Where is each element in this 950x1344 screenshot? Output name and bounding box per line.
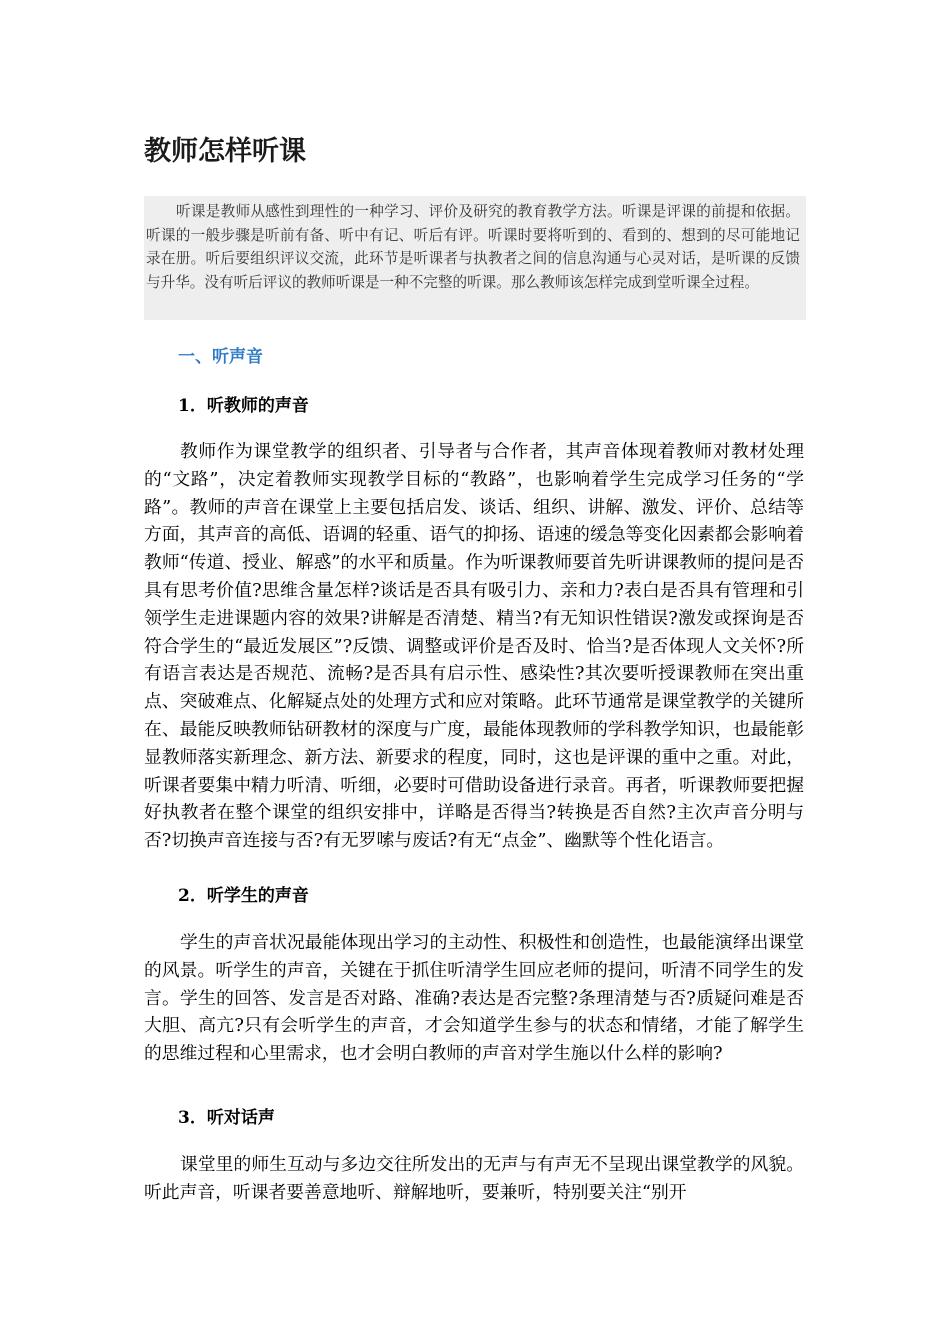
paragraph-teacher-voice: 教师作为课堂教学的组织者、引导者与合作者，其声音体现着教师对教材处理的“文路”，决定着教师实现教学目标的“教路”，也影响着学生完成学习任务的“学路”。教师的声音在课堂上主要包括启发、谈话、组织、讲解、激发、评价、总结等方面，其声音的高低、语调的轻重、语气的抑扬、语速的缓急等变化因素都会影响着教师“传道、授业、解惑”的水平和质量。作为听课教师要首先听讲课教师的提问是否具有思考价值?思维含量怎样?谈话是否具有吸引力、亲和力?表白是否具有管理和引领学生走进课题内容的效果?讲解是否清楚、精当?有无知识性错误?激发或探询是否符合学生的“最近发展区”?反馈、调整或评价是否及时、恰当?是否体现人文关怀?所有语言表达是否规范、流畅?是否具有启示性、感染性?其次要听授课教师在突出重点、突破难点、化解疑点处的处理方式和应对策略。此环节通常是课堂教学的关键所在、最能反映教师钻研教材的深度与广度，最能体现教师的学科教学知识，也最能彰显教师落实新理念、新方法、新要求的程度，同时，这也是评课的重中之重。对此，听课者要集中精力听清、听细，必要时可借助设备进行录音。再者，听课教师要把握好执教者在整个课堂的组织安排中，详略是否得当?转换是否自然?主次声音分明与否?切换声音连接与否?有无罗嗦与废话?有无“点金”、幽默等个性化语言。 bbox=[144, 441, 804, 852]
subheading-teacher-voice: 1．听教师的声音 bbox=[178, 396, 309, 416]
page-title: 教师怎样听课 bbox=[144, 136, 306, 167]
paragraph-student-voice: 学生的声音状况最能体现出学习的主动性、积极性和创造性，也最能演绎出课堂的风景。听学生的声音，关键在于抓住听清学生回应老师的提问，听清不同学生的发言。学生的回答、发言是否对路、准确?表达是否完整?条理清楚与否?质疑问难是否大胆、高亢?只有会听学生的声音，才会知道学生参与的状态和情绪，才能了解学生的思维过程和心里需求，也才会明白教师的声音对学生施以什么样的影响? bbox=[144, 932, 804, 1065]
paragraph-dialogue-voice: 课堂里的师生互动与多边交往所发出的无声与有声无不呈现出课堂教学的风貌。听此声音，听课者要善意地听、辩解地听，要兼听，特别要关注“别开 bbox=[144, 1154, 804, 1203]
intro-summary: 听课是教师从感性到理性的一种学习、评价及研究的教育教学方法。听课是评课的前提和依据。听课的一般步骤是听前有备、听中有记、听后有评。听课时要将听到的、看到的、想到的尽可能地记录在册。听后要组织评议交流，此环节是听课者与执教者之间的信息沟通与心灵对话，是听课的反馈与升华。没有听后评议的教师听课是一种不完整的听课。那么教师该怎样完成到堂听课全过程。 bbox=[144, 196, 806, 320]
section-heading-listen-sound: 一、听声音 bbox=[178, 347, 263, 367]
subheading-student-voice: 2．听学生的声音 bbox=[178, 886, 309, 906]
subheading-dialogue-voice: 3．听对话声 bbox=[178, 1108, 275, 1128]
